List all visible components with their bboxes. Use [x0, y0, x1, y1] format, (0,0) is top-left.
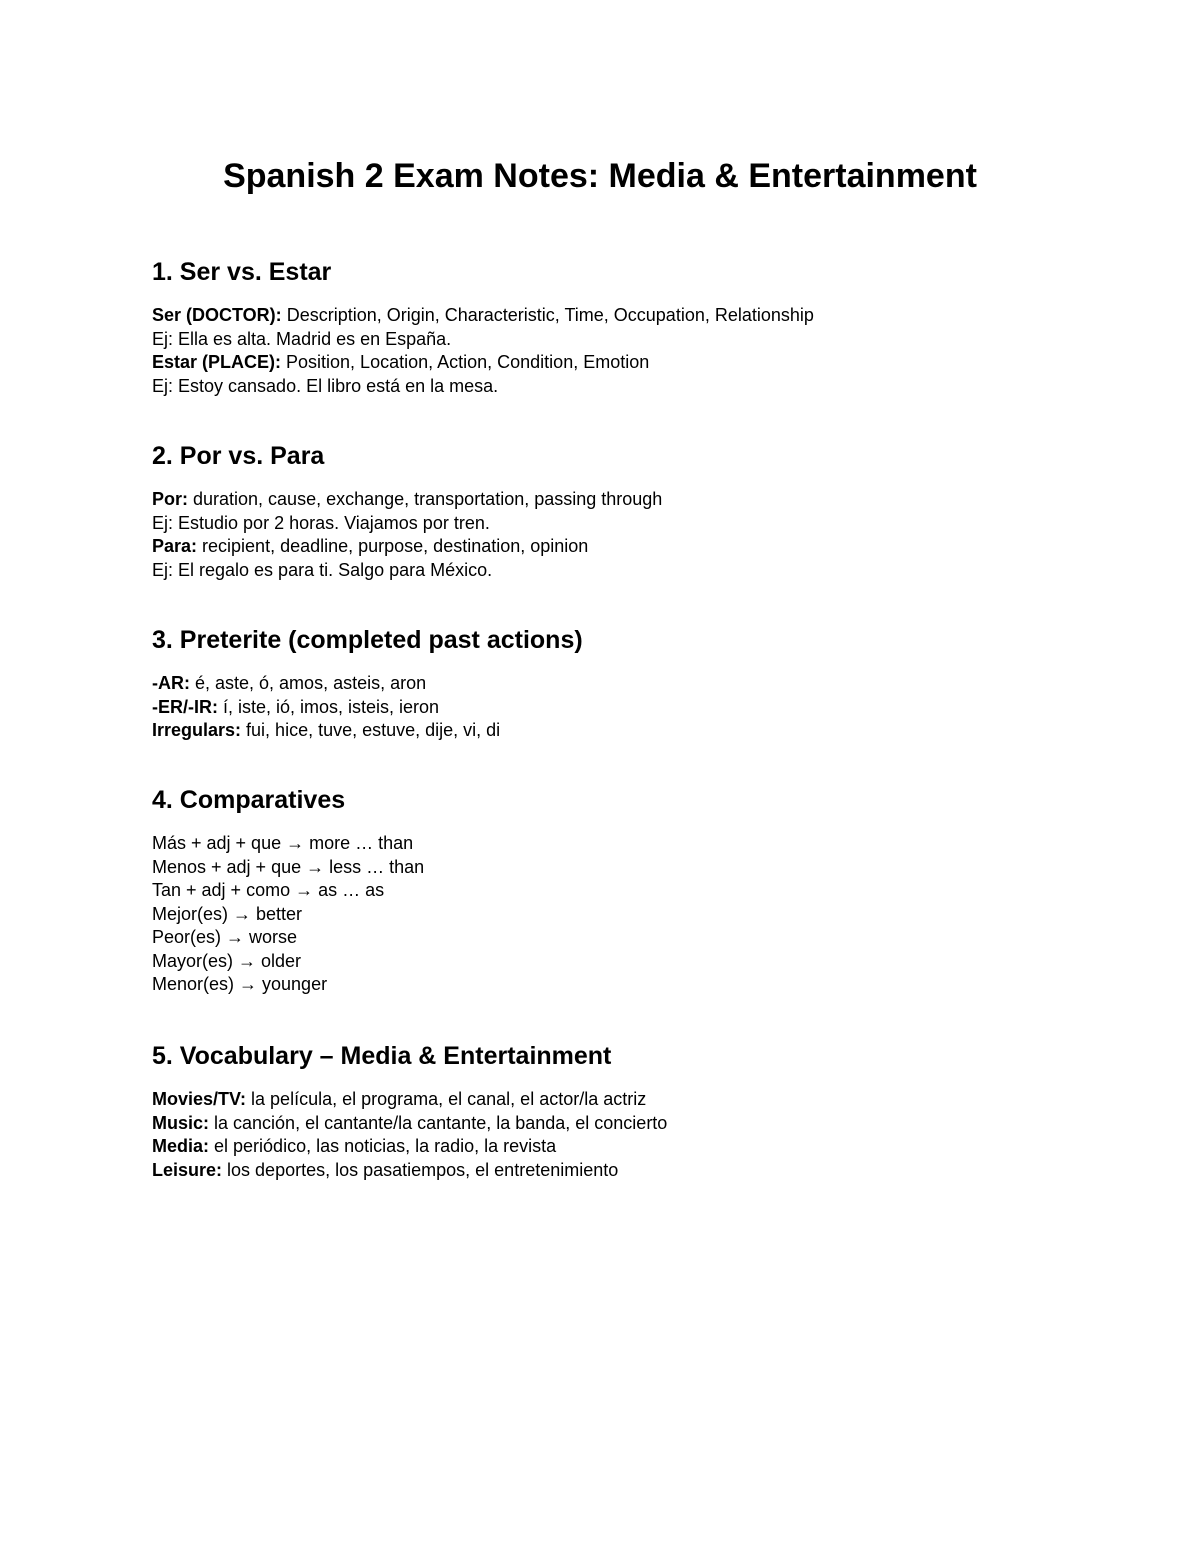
note-line	[152, 1135, 1052, 1159]
note-line	[152, 672, 1052, 696]
note-text: recipient, deadline, purpose, destination, opinion	[197, 536, 589, 556]
section-heading: 4. Comparatives	[152, 786, 346, 814]
note-label: Por:	[152, 489, 188, 509]
note-label: Leisure:	[152, 1159, 223, 1180]
document-title: Spanish 2 Exam Notes: Media & Entertainment	[223, 157, 977, 195]
example-line	[152, 375, 1052, 399]
note-text: los deportes, los pasatiempos, el entretenimiento	[222, 1159, 619, 1180]
note-line	[152, 856, 1052, 880]
note-text: duration, cause, exchange, transportation, passing through	[188, 489, 663, 509]
section-heading: 5. Vocabulary – Media & Entertainment	[152, 1042, 612, 1070]
note-label: Movies/TV:	[152, 1089, 247, 1109]
section-vocabulary	[152, 1040, 1052, 1182]
note-label: Music:	[152, 1112, 210, 1133]
section-preterite	[152, 624, 1052, 743]
note-line	[152, 1088, 1052, 1112]
note-line	[152, 535, 1052, 559]
example-line	[152, 559, 1052, 583]
note-text: Más + adj + que → more … than	[152, 833, 414, 853]
note-line	[152, 1159, 1052, 1183]
note-line	[152, 351, 1052, 375]
note-text: í, iste, ió, imos, isteis, ieron	[218, 696, 440, 717]
note-text: Peor(es) → worse	[152, 927, 298, 947]
note-line	[152, 903, 1052, 927]
note-line	[152, 1112, 1052, 1136]
note-label: -AR:	[152, 673, 190, 693]
note-text: el periódico, las noticias, la radio, la revista	[209, 1136, 557, 1156]
note-label: Ser (DOCTOR):	[152, 305, 282, 325]
example-line	[152, 328, 1052, 352]
note-label: Irregulars:	[152, 720, 242, 740]
note-text: é, aste, ó, amos, asteis, aron	[190, 673, 427, 693]
note-line	[152, 950, 1052, 974]
section-por-vs-para	[152, 440, 1052, 582]
note-text: la canción, el cantante/la cantante, la banda, el concierto	[209, 1112, 668, 1133]
section-heading: 2. Por vs. Para	[152, 442, 325, 470]
note-text: Ej: Ella es alta. Madrid es en España.	[152, 328, 452, 349]
note-label: Para:	[152, 536, 198, 556]
note-line	[152, 973, 1052, 997]
note-line	[152, 304, 1052, 328]
note-line	[152, 832, 1052, 856]
note-line	[152, 488, 1052, 512]
note-line	[152, 879, 1052, 903]
example-line	[152, 512, 1052, 536]
note-text: Mejor(es) → better	[152, 903, 303, 924]
section-ser-vs-estar	[152, 256, 1052, 398]
note-line	[152, 696, 1052, 720]
note-label: -ER/-IR:	[152, 696, 218, 717]
note-text: Ej: El regalo es para ti. Salgo para México.	[152, 559, 493, 580]
note-text: Ej: Estoy cansado. El libro está en la mesa.	[152, 375, 499, 396]
note-text: Description, Origin, Characteristic, Time, Occupation, Relationship	[281, 305, 814, 325]
note-line	[152, 719, 1052, 743]
note-line	[152, 926, 1052, 950]
section-heading: 1. Ser vs. Estar	[152, 258, 332, 286]
note-text: Mayor(es) → older	[152, 950, 302, 971]
note-text: Menos + adj + que → less … than	[152, 856, 425, 877]
note-text: Menor(es) → younger	[152, 974, 328, 994]
note-label: Estar (PLACE):	[152, 352, 282, 372]
note-text: Ej: Estudio por 2 horas. Viajamos por tren.	[152, 512, 490, 533]
note-text: Position, Location, Action, Condition, Emotion	[281, 352, 650, 372]
note-label: Media:	[152, 1136, 210, 1156]
section-comparatives	[152, 784, 1052, 997]
section-heading: 3. Preterite (completed past actions)	[152, 626, 583, 654]
note-text: la película, el programa, el canal, el actor/la actriz	[246, 1089, 647, 1109]
note-text: Tan + adj + como → as … as	[152, 880, 385, 900]
note-text: fui, hice, tuve, estuve, dije, vi, di	[241, 720, 501, 740]
